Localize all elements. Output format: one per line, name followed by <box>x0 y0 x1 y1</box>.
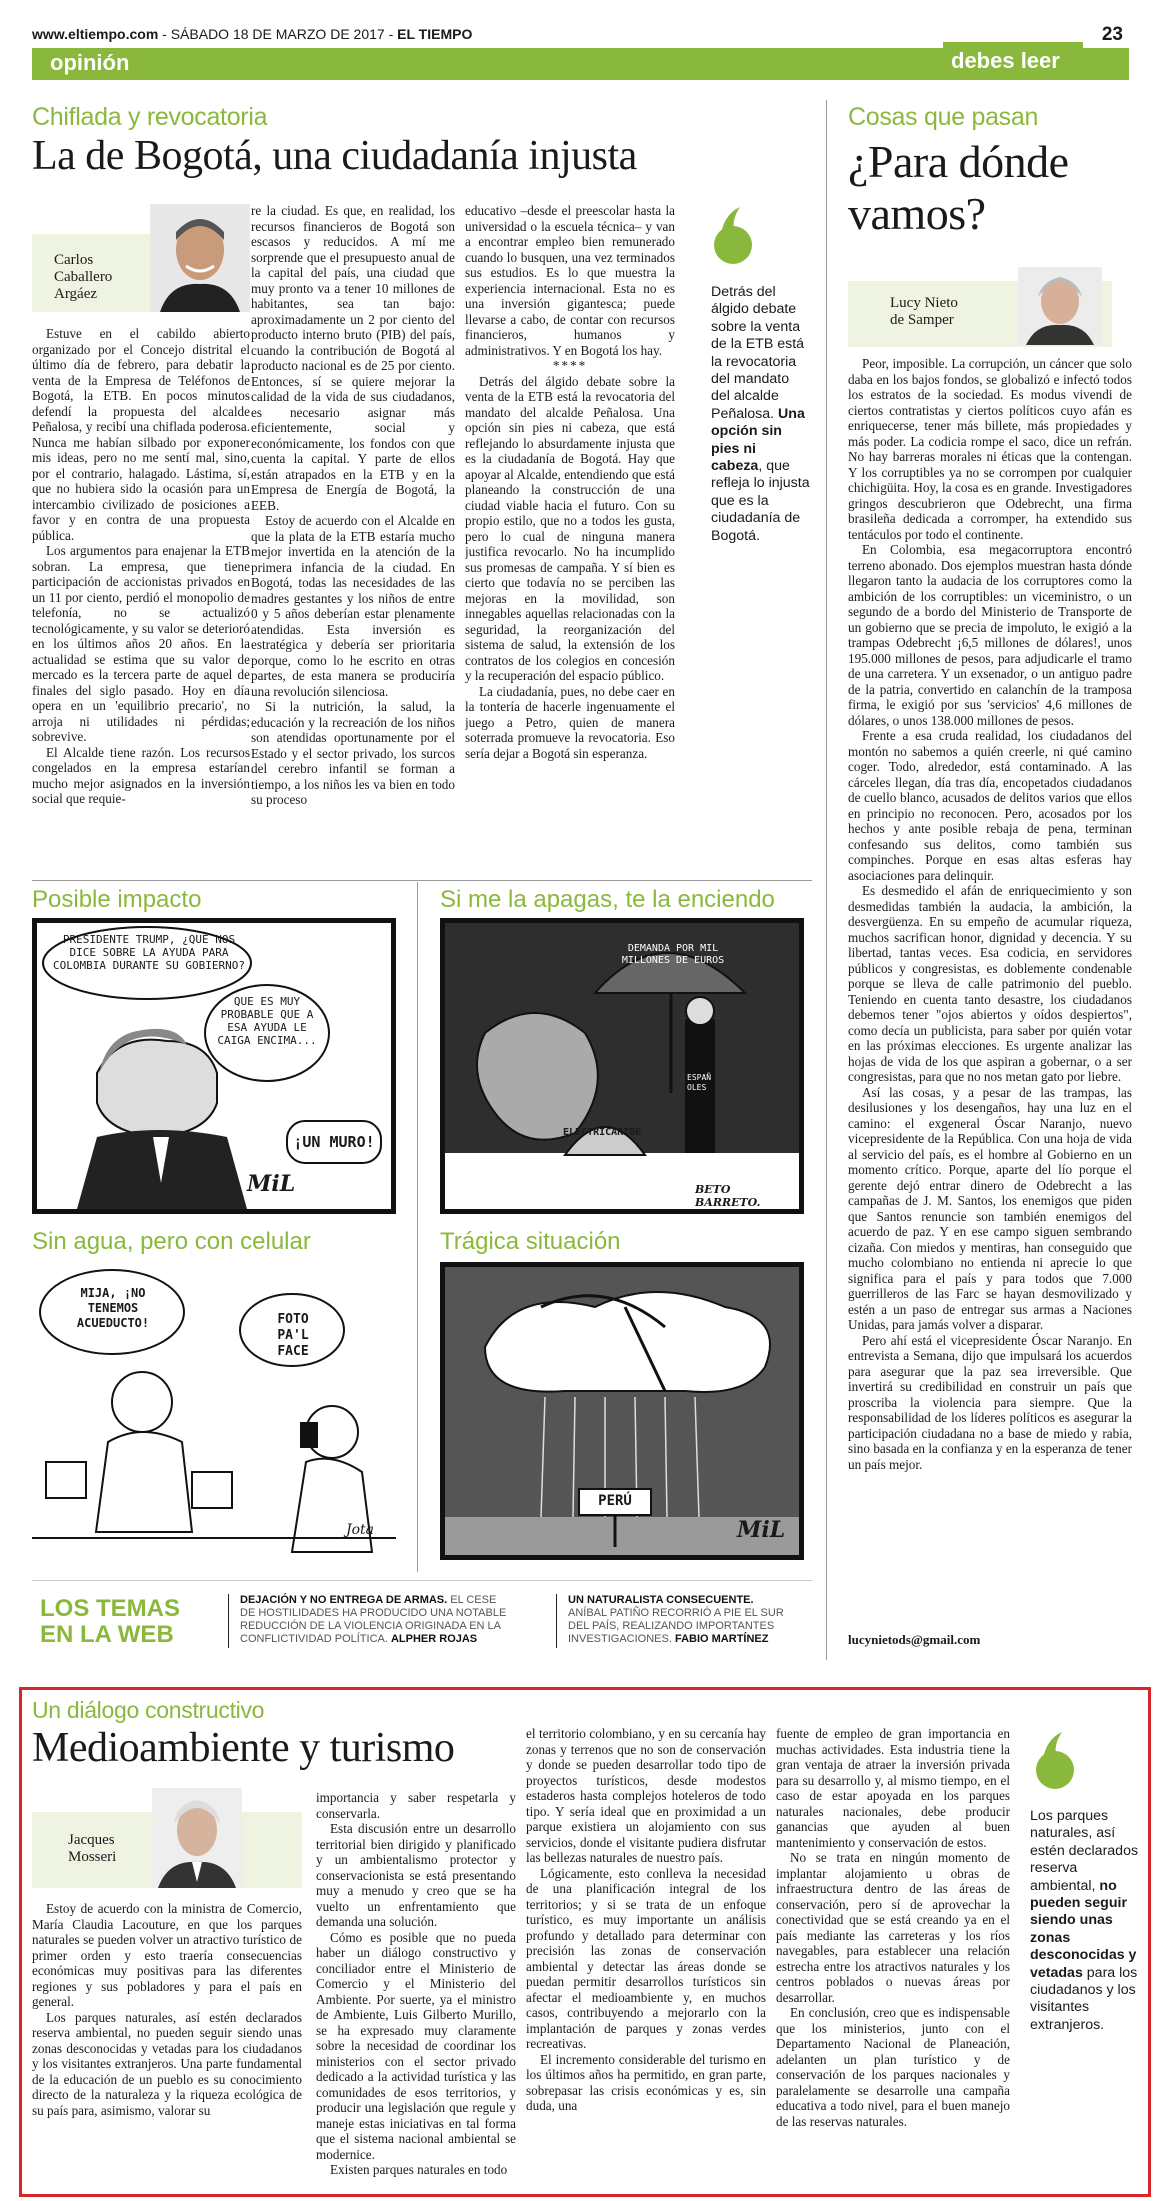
article2-email[interactable]: lucynietods@gmail.com <box>848 1632 981 1647</box>
cartoon-col-divider <box>417 882 418 1572</box>
article2-headline <box>848 136 1069 240</box>
paragraph: Estoy de acuerdo con la ministra de Comercio, María Claudia Lacouture, en que los parques naturales se pueden volver un atractivo turístico de primer orden y esto traería consecuencias económicas muy positivas para las diferentes regiones y sus pobladores y para el país en general. <box>32 1901 302 2009</box>
article2-author-name <box>890 295 958 329</box>
cartoon1-title: Posible impacto <box>32 886 202 913</box>
columnist-portrait-icon <box>1018 267 1102 345</box>
web-item-text: ANÍBAL PATIÑO RECORRIÓ A PIE EL SUR DEL PAÍS, REALIZANDO IMPORTANTES INVESTIGACIONES. <box>568 1607 784 1645</box>
paragraph: Cómo es posible que no pueda haber un diálogo constructivo y conciliador entre el Ministerio de Comercio y el Ministerio del Ambiente. Por suerte, ya el ministro de Ambiente, Luis Gilberto Murillo, se ha expresado muy claramente sobre la necesidad de coordinar los ministerios con el sector privado dedicado a la actividad turística y las comunidades de esos territorios, y producir una legislación que regule y maneje estas iniciativas en tal forma que el sistema nacional ambiental se modernice. <box>316 1929 516 2162</box>
article3-headline: Medioambiente y turismo <box>32 1725 455 1771</box>
paragraph: El incremento considerable del turismo en los últimos años ha permitido, en gran parte, sobrepasar las crisis económicas y es, sin duda, una <box>526 2051 766 2113</box>
section-right-label[interactable]: debes leer <box>951 48 1060 73</box>
author-line: Argáez <box>54 286 98 302</box>
author-line: Jacques <box>68 1832 115 1848</box>
cartoon2-signature: BETO BARRETO. <box>695 1183 761 1209</box>
article1-col1 <box>32 326 250 871</box>
cartoon2-umbrella-text: DEMANDA POR MIL MILLONES DE EUROS <box>621 943 725 966</box>
cartoon3-signature: Jota <box>346 1522 375 1538</box>
paragraph: La ciudadanía, pues, no debe caer en la tontería de hacerle ingenuamente el juego a Petro, quien de manera soterrada promueve la revocatoria. Eso sería dejar a Bogotá sin esperanza. <box>465 683 675 761</box>
article3-author-photo <box>152 1788 242 1888</box>
paragraph: Los argumentos para enajenar la ETB sobran. La empresa, que tiene participación de accionistas privados en un 11 por ciento, perdió el monopolio de telefonía, no se actualizó tecnológicamente, y su valor se deterioró en los últimos años 20 años. En la actualidad se estima que su valor de mercado es la tercera parte de aquel de finales del siglo pasado. Hoy en día opera en un 'equilibrio precario', no arroja ni utilidades ni pérdidas; sobrevive. <box>32 543 250 744</box>
web-item-headline: UN NATURALISTA CONSECUENTE. <box>568 1594 754 1606</box>
columnist-portrait-icon <box>152 1788 242 1888</box>
pullquote-end: , que refleja lo injusta que es la ciudadanía de Bogotá. <box>711 458 810 544</box>
cartoon3-bubble1: MIJA, ¡NO TENEMOS ACUEDUCTO! <box>76 1286 150 1330</box>
web-item-author: ALPHER ROJAS <box>390 1633 478 1645</box>
paragraph: El Alcalde tiene razón. Los recursos congelados en la empresa estarían mucho mejor asignados en la inversión social que requie- <box>32 744 250 806</box>
article2-body <box>848 356 1132 1618</box>
cartoon2 <box>440 918 804 1214</box>
article2-kicker: Cosas que pasan <box>848 103 1039 131</box>
cartoon-divider <box>32 880 812 881</box>
cartoon2-lamp-text: ELECTRICARIBE <box>563 1127 642 1138</box>
paragraph: Estuve en el cabildo abierto organizado por el Concejo distrital el último día de febrero, para debatir la venta de la Empresa de Teléfonos de Bogotá, la ETB. En pocos minutos defendí la propuesta del alcalde Peñalosa, y recibí una chiflada poderosa. Nunca me habían silbado por exponer mis ideas, pero no me sentí mal, sino, por el contrario, halagado. Lástima, sí, que no hubiera sido la ocasión para un intercambio civilizado de posiciones a favor y en contra de una propuesta pública. <box>32 326 250 543</box>
paragraph: En conclusión, creo que es indispensable que los ministerios, junto con el Departamento Nacional de Planeación, adelanten un plan turístico y de conservación de los parques nacionales y paralelamente se desarrolle una campaña educativa a todo nivel, para el buen manejo de las reservas naturales. <box>776 2005 1010 2129</box>
pullquote-bold: no pueden seguir siendo unas zonas desconocidas y vetadas <box>1030 1877 1137 1981</box>
masthead-line <box>32 26 472 42</box>
author-line: Carlos <box>54 252 94 268</box>
paragraph: Existen parques naturales en todo <box>330 2162 508 2177</box>
paragraph: No se trata en ningún momento de implantar alojamiento u obras de infraestructura dentro de las áreas de conservación, pero sí de aprovechar la conectividad que se está creando ya en el país mediante las carreteras y los ríos navegables, para establecer una relación estrecha entre los atractivos naturales y los centros poblados o nuevas áreas por desarrollar. <box>776 1850 1010 2005</box>
quote-mark-icon <box>1032 1730 1078 1790</box>
headline-line: vamos? <box>848 188 986 239</box>
cartoon1-signature: MiL <box>247 1171 296 1197</box>
paragraph: En Colombia, esa megacorruptora encontró terreno abonado. Dos ejemplos muestran hasta dónde llegaron tanto la audacia de los corruptores como la ambición de los corruptibles: un viceministro, o un segundo de a bordo del Ministerio de Transporte de un gobierno que se precia de impoluto, le exigió a la trampas Odebrecht ¡6,5 millones de dólares!, unos 195.000 millones de pesos, para adjudicarle el tramo de una carretera. Y un exsenador, o un antiguo padre de la patria, convertido en calanchín de la tramposa firma, le exigió por sus 'servicios' 4,6 millones de dólares, o unos 138.000 millones de pesos. <box>848 542 1132 728</box>
cartoon1-bubble3: ¡UN MURO! <box>293 1133 375 1151</box>
cartoon1-bubble1: PRESIDENTE TRUMP, ¿QUÉ NOS DICE SOBRE LA AYUDA PARA COLOMBIA DURANTE SU GOBIERNO? <box>52 933 246 972</box>
paragraph: Estoy de acuerdo con el Alcalde en que la plata de la ETB estaría mucho mejor invertida en la atención de la primera infancia de la ciudad. En Bogotá, todas las necesidades de las madres gestantes y los niños de entre 0 y 5 años deberían estar plenamente atendidas. Esta inversión es estratégica y debería ser prioritaria porque, como lo he escrito en otras partes, de esta manera se produciría una revolución silenciosa. <box>251 513 455 699</box>
paragraph: Peor, imposible. La corrupción, un cáncer que solo daba en los bajos fondos, se globalizó e infectó todos los estratos de la sociedad. Es modus vivendi de ciertos contratistas y ciertos políticos cuyo afán es enriquecerse, tener más billete, más propiedades y más poder. La codicia rompe el saco, dice un refrán. No hay barreras morales ni éticas que la contengan. Y los corruptibles ya no se corrompen por cualquier chichigüita. Hoy, la cosa es en grande. Investigadores gringos descubrieron que Odebrecht, una firma brasileña dedicada a corromper, ha extendido sus tentáculos por todo el continente. <box>848 356 1132 542</box>
article3-author-name <box>68 1832 116 1866</box>
web-title-line: EN LA WEB <box>40 1621 174 1648</box>
pullquote-text: Los parques naturales, así estén declarados reserva ambiental, <box>1030 1808 1139 1894</box>
section-name: opinión <box>50 50 130 75</box>
column-divider <box>826 100 827 1660</box>
paragraph: Esta discusión entre un desarrollo territorial bien dirigido y planificado y un ambientalismo protector y conservacionista se está presentando muy a menudo y creo que se ha vuelto un enfrentamiento que demanda una solución. <box>316 1821 516 1929</box>
paragraph: Detrás del álgido debate sobre la venta de la ETB está la revocatoria del mandato del alcalde Peñalosa. Una opción sin pies ni cabeza, que está reflejando lo absurdamente injusta que es la ciudadanía de Bogotá. Hay que apoyar al Alcalde, entendiendo que está planeando la construcción de una ciudad viable hacia el futuro. Con su propio estilo, que no a todos les gusta, pero lo cual de ninguna manera justifica revocarlo. No ha incumplido sus promesas de campaña. Y sí bien es cierto que todavía no se perciben las mejoras en la movilidad, son innegables aquellas relacionadas con la seguridad, la reorganización del sistema de salud, la extensión de los contratos de los colegios en concesión y la recuperación del espacio público. <box>465 373 675 683</box>
article2-author-box <box>848 267 1112 347</box>
web-item2[interactable] <box>568 1594 794 1646</box>
web-item-divider <box>556 1594 557 1648</box>
paragraph: re la ciudad. Es que, en realidad, los recursos financieros de Bogotá son escasos y reducidos. A mí me sorprende que el presupuesto anual de la capital del país, una ciudad que muy pronto va a tener 10 millones de habitantes, sea tan bajo: aproximadamente un 2 por ciento del producto interno bruto (PIB) del país, cuando la contribución de Bogotá al producto nacional es de 25 por ciento. Entonces, sí se quiere mejorar la calidad de la vida de sus ciudadanos, es necesario asignar más eficientemente, social y económicamente, los fondos con que cuenta la capital. Y parte de ellos están atrapados en la ETB y en la Empresa de Energía de Bogotá, la EEB. <box>251 203 455 513</box>
headline-line: ¿Para dónde <box>848 136 1069 187</box>
web-item-divider <box>228 1594 229 1648</box>
paragraph: Si la nutrición, la salud, la educación y la recreación de los niños son atendidas oportunamente por el Estado y el sector privado, los surcos del cerebro infantil se forman a tiempo, a los niños les va bien en todo su proceso <box>251 699 455 807</box>
paragraph: Frente a esa cruda realidad, los ciudadanos del montón no sabemos a quién creerle, ni qué camino coger. Todo, alrededor, está contaminado. A las cárceles llegan, día tras día, encopetados ciudadanos de cuello blanco, acusados de delitos varios que ellos en principio no reconocen. Pero, acosados por los hechos y ante posible rebaja de pena, terminan confesando sus delitos, como también sus compinches. Porque en esas altas esferas hay asociaciones para delinquir. <box>848 728 1132 883</box>
paragraph: importancia y saber respetarla y conservarla. <box>316 1790 516 1821</box>
article1-pullquote <box>711 284 811 545</box>
cartoon2-title: Si me la apagas, te la enciendo <box>440 886 775 913</box>
author-line: de Samper <box>890 312 954 328</box>
columnist-portrait-icon <box>150 204 250 312</box>
pullquote-end: para los ciudadanos y los visitantes extranjeros. <box>1030 1964 1138 2033</box>
cartoon3-bubble2: FOTO PA'L FACE <box>277 1312 309 1359</box>
peru-cartoon-drawing <box>445 1267 799 1555</box>
web-item1[interactable] <box>240 1594 510 1646</box>
cartoon3 <box>32 1262 396 1560</box>
author-line: Caballero <box>54 269 113 285</box>
article3-col3 <box>526 1726 766 2191</box>
web-title <box>40 1596 180 1648</box>
paragraph: Así las cosas, y a pesar de las trampas, las desilusiones y los desengaños, hay una luz en el camino: el exgeneral Óscar Naranjo, nuevo vicepresidente de la República. Con una hoja de vida al servicio del país, es el hombre al Gobierno en un momento crítico. Porque, aparte del lío porque el gerente dejó entrar dinero de Odebrecht a las campañas de J. M. Santos, los enemigos que piden que Santos renuncie son también enemigos del acuerdo de paz. Y en ese campo siguen sembrando cizaña. Con miedos y mentiras, han conseguido que mucho colombiano no entienda ni aprecie lo que significa para el país y para todos que 7.000 guerrilleros de las Farc se hayan desmovilizado y estén a un paso de entregar sus armas a Naciones Unidas, para jamás volver a disparar. <box>848 1084 1132 1332</box>
web-item-text: EL CESE DE HOSTILIDADES HA PRODUCIDO UNA NOTABLE REDUCCIÓN DE LA VIOLENCIA ORIGINADA EN LA CONFLICTIVIDAD POLÍTICA. <box>240 1594 507 1645</box>
paragraph: Lógicamente, esto conlleva la necesidad de una planificación integral de los territorios; y si se trata de un enfoque turístico, es muy importante un análisis profundo y detallado para determinar con precisión las zonas de conservación ambiental y detectar las áreas donde se puedan permitir desarrollos turísticos sin afectar el medioambiente y, en muchos casos, contribuyendo a mejorarlo con la implantación de parques y zonas verdes recreativas. <box>526 1865 766 2051</box>
paragraph: Es desmedido el afán de enriquecimiento y son desmedidas también la audacia, la ambición, la desvergüenza. En su empeño de acumular riqueza, muchos sacrifican honor, dignidad y decencia. Y su libertad, tantas veces. Esa codicia, en servidores públicos y congresistas, es doblemente condenable porque se lleva de calle patrimonio del pueblo. Teniendo en cuenta tanto desastre, los ciudadanos debemos tener "ojos abiertos y oídos despiertos", como decía un publicista, para saber por quién votar en las próximas elecciones. Es urgente analizar las hojas de vida de los que aspiran a gobernar, o a ser congresistas, para que no nos metan gato por liebre. <box>848 883 1132 1084</box>
cartoon4-sign: PERÚ <box>598 1493 632 1509</box>
article2-author-photo <box>1018 267 1102 345</box>
cartoon1 <box>32 918 396 1214</box>
article1-author-photo <box>150 204 250 312</box>
article3-col2 <box>316 1790 516 2191</box>
paragraph: fuente de empleo de gran importancia en muchas actividades. Esta industria tiene la gran ventaja de atraer la inversión privada para su desarrollo y, al mismo tiempo, en el caso de estar apoyada en los parques naturales nacionales, debe producir ganancias que ayuden al buen mantenimiento y conservación de estos. <box>776 1726 1010 1850</box>
article1-headline: La de Bogotá, una ciudadanía injusta <box>32 133 637 179</box>
web-item-author: FABIO MARTÍNEZ <box>674 1633 769 1645</box>
cartoon4-title: Trágica situación <box>440 1228 621 1255</box>
quote-mark-icon <box>710 205 756 265</box>
article3-pullquote <box>1030 1808 1140 2034</box>
section-stars: **** <box>552 358 588 373</box>
date-line: - SÁBADO 18 DE MARZO DE 2017 - <box>158 26 398 42</box>
pullquote-text: Detrás del álgido debate sobre la venta de la ETB está la revocatoria del mandato del alcalde Peñalosa. <box>711 284 805 422</box>
article1-col2 <box>251 203 455 871</box>
article3-col4 <box>776 1726 1010 2191</box>
web-divider <box>32 1580 812 1581</box>
paragraph: el territorio colombiano, y en su cercanía hay zonas y terrenos que no son de conservación y donde se pueden desarrollar todo tipo de proyectos turísticos, desde modestos estaderos hasta complejos hoteleros de todo tipo. Y sería ideal que en proximidad a un parque existiera un alojamiento con sus servicios, donde el visitante pudiera disfrutar las bellezas naturales de nuestro país. <box>526 1726 766 1865</box>
paragraph: educativo –desde el preescolar hasta la universidad o la escuela técnica– y van a encontrar empleo bien remunerado cuando lo busquen, una vez terminados sus estudios. Es lo que muestra la experiencia internacional. Esta no es una inversión gigantesca; puede llevarse a cabo, de contar con recursos financieros, humanos y administrativos. Y en Bogotá los hay. <box>465 203 675 358</box>
article3-author-box <box>32 1788 302 1888</box>
cartoon3-title: Sin agua, pero con celular <box>32 1228 311 1255</box>
article1-col3 <box>465 203 675 871</box>
cartoon4 <box>440 1262 804 1560</box>
web-item-headline: DEJACIÓN Y NO ENTREGA DE ARMAS. <box>240 1594 448 1606</box>
paragraph: Pero ahí está el vicepresidente Óscar Naranjo. En entrevista a Semana, dijo que impulsará los acuerdos para asegurar que la paz sea irreversible. Que invertirá su credibilidad en construir un país que proscriba la violencia para siempre. Que la responsabilidad de los líderes políticos es asegurar la participación ciudadana no a base de miedo y rabia, sino basada en la confianza y en la esperanza de tener un país mejor. <box>848 1332 1132 1472</box>
author-line: Mosseri <box>68 1849 117 1865</box>
web-title-line: LOS TEMAS <box>40 1595 181 1622</box>
article1-author-box <box>32 204 250 314</box>
cartoon4-signature: MiL <box>737 1517 786 1543</box>
paragraph: Los parques naturales, así estén declarados reserva ambiental, no pueden seguir siendo unas zonas desconocidas y vetadas para los ciudadanos y los visitantes extranjeros. Una parte fundamental de la educación de un pueblo es su conocimiento directo de la naturaleza y la riqueza ecológica de su país para, asimismo, valorar su <box>32 2009 302 2118</box>
article3-kicker: Un diálogo constructivo <box>32 1697 265 1723</box>
cartoon2-figure-text: ESPAÑOLES <box>687 1073 712 1092</box>
article1-author-name <box>54 252 112 303</box>
page-number: 23 <box>1101 24 1123 45</box>
paper-name: EL TIEMPO <box>397 26 473 42</box>
pullquote-bold: Una opción sin pies ni cabeza <box>711 405 805 475</box>
article1-kicker: Chiflada y revocatoria <box>32 103 268 131</box>
article3-col1 <box>32 1901 302 2191</box>
site-url[interactable]: www.eltiempo.com <box>32 26 159 42</box>
cartoon1-bubble2: QUE ES MUY PROBABLE QUE A ESA AYUDA LE CAIGA ENCIMA... <box>217 995 317 1047</box>
author-line: Lucy Nieto <box>890 295 958 311</box>
